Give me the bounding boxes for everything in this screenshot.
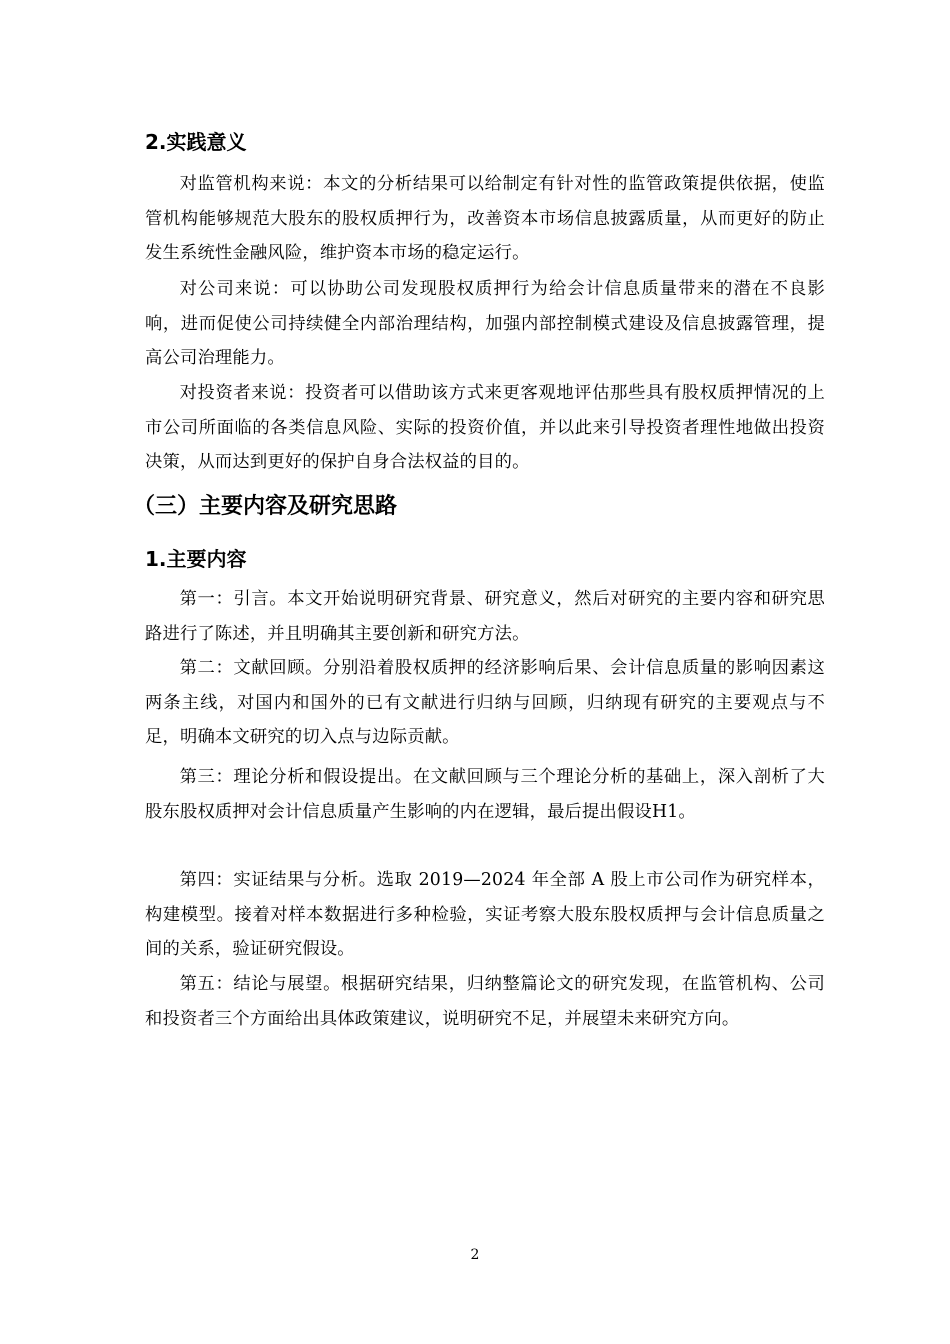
paragraph-companies: 对公司来说：可以协助公司发现股权质押行为给会计信息质量带来的潜在不良影响，进而促使公司持续健全内部治理结构，加强内部控制模式建设及信息披露管理，提高公司治理能力。 — [145, 279, 825, 368]
paragraph-part-five: 第五：结论与展望。根据研究结果，归纳整篇论文的研究发现，在监管机构、公司和投资者三个方面给出具体政策建议，说明研究不足，并展望未来研究方向。 — [145, 974, 825, 1029]
section-heading-main-content: 1.主要内容 — [145, 547, 247, 571]
paragraph-part-four: 第四：实证结果与分析。选取 2019—2024 年全部 A 股上市公司作为研究样本，构建模型。接着对样本数据进行多种检验，实证考察大股东股权质押与会计信息质量之间的关系，验证研究假设。 — [145, 870, 825, 959]
section-heading-practical-significance: 2.实践意义 — [145, 130, 247, 154]
paragraph-part-two: 第二：文献回顾。分别沿着股权质押的经济影响后果、会计信息质量的影响因素这两条主线，对国内和国外的已有文献进行归纳与回顾，归纳现有研究的主要观点与不足，明确本文研究的切入点与边际贡献。 — [145, 658, 825, 747]
chapter-heading-main-content-and-approach: （三）主要内容及研究思路 — [133, 494, 398, 519]
paragraph-part-one: 第一：引言。本文开始说明研究背景、研究意义，然后对研究的主要内容和研究思路进行了陈述，并且明确其主要创新和研究方法。 — [145, 589, 825, 644]
page-number: 2 — [470, 1247, 480, 1263]
paragraph-regulators: 对监管机构来说：本文的分析结果可以给制定有针对性的监管政策提供依据，使监管机构能够规范大股东的股权质押行为，改善资本市场信息披露质量，从而更好的防止发生系统性金融风险，维护资本市场的稳定运行。 — [145, 174, 825, 263]
paragraph-part-three: 第三：理论分析和假设提出。在文献回顾与三个理论分析的基础上，深入剖析了大股东股权质押对会计信息质量产生影响的内在逻辑，最后提出假设H1。 — [145, 767, 825, 822]
paragraph-investors: 对投资者来说：投资者可以借助该方式来更客观地评估那些具有股权质押情况的上市公司所面临的各类信息风险、实际的投资价值，并以此来引导投资者理性地做出投资决策，从而达到更好的保护自身合法权益的目的。 — [145, 383, 825, 472]
